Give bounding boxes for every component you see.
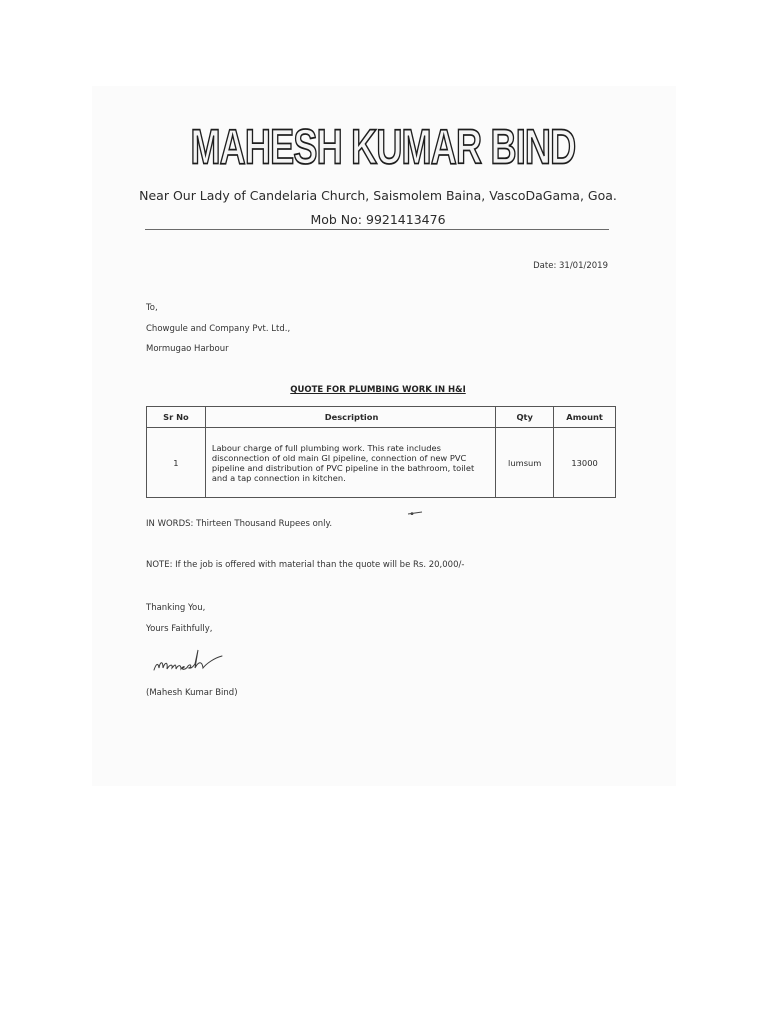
recipient-location: Mormugao Harbour	[146, 344, 229, 354]
cell-amount: 13000	[554, 428, 616, 498]
cell-description: Labour charge of full plumbing work. This rate includes disconnection of old main GI pipeline, connection of new PVC pipeline and distribution of PVC pipeline in the bathroom, toilet and a tap connection in kitchen.	[205, 428, 495, 498]
handwritten-signature	[148, 640, 238, 684]
letterhead-address: Near Our Lady of Candelaria Church, Saismolem Baina, VascoDaGama, Goa.	[139, 188, 617, 203]
table-row	[147, 428, 616, 498]
quote-note: NOTE: If the job is offered with material than the quote will be Rs. 20,000/-	[146, 560, 465, 570]
quote-table	[146, 406, 616, 498]
signatory-name: (Mahesh Kumar Bind)	[146, 688, 238, 698]
letterhead-mobile: Mob No: 9921413476	[310, 212, 446, 227]
closing-thanks: Thanking You,	[146, 603, 206, 613]
cell-qty: lumsum	[496, 428, 554, 498]
header-sr-no: Sr No	[147, 407, 206, 428]
header-description: Description	[205, 407, 495, 428]
header-amount: Amount	[554, 407, 616, 428]
recipient-salutation: To,	[146, 303, 158, 313]
letterhead-divider	[145, 229, 609, 230]
recipient-company: Chowgule and Company Pvt. Ltd.,	[146, 324, 291, 334]
letter-date: Date: 31/01/2019	[533, 261, 608, 271]
letterhead-name: MAHESH KUMAR BIND	[190, 120, 576, 175]
cell-sr-no: 1	[147, 428, 206, 498]
amount-in-words: IN WORDS: Thirteen Thousand Rupees only.	[146, 519, 333, 529]
quote-title: QUOTE FOR PLUMBING WORK IN H&I	[290, 385, 466, 395]
closing-yours: Yours Faithfully,	[146, 624, 213, 634]
table-header-row	[147, 407, 616, 428]
pen-mark	[406, 509, 426, 517]
header-qty: Qty	[496, 407, 554, 428]
